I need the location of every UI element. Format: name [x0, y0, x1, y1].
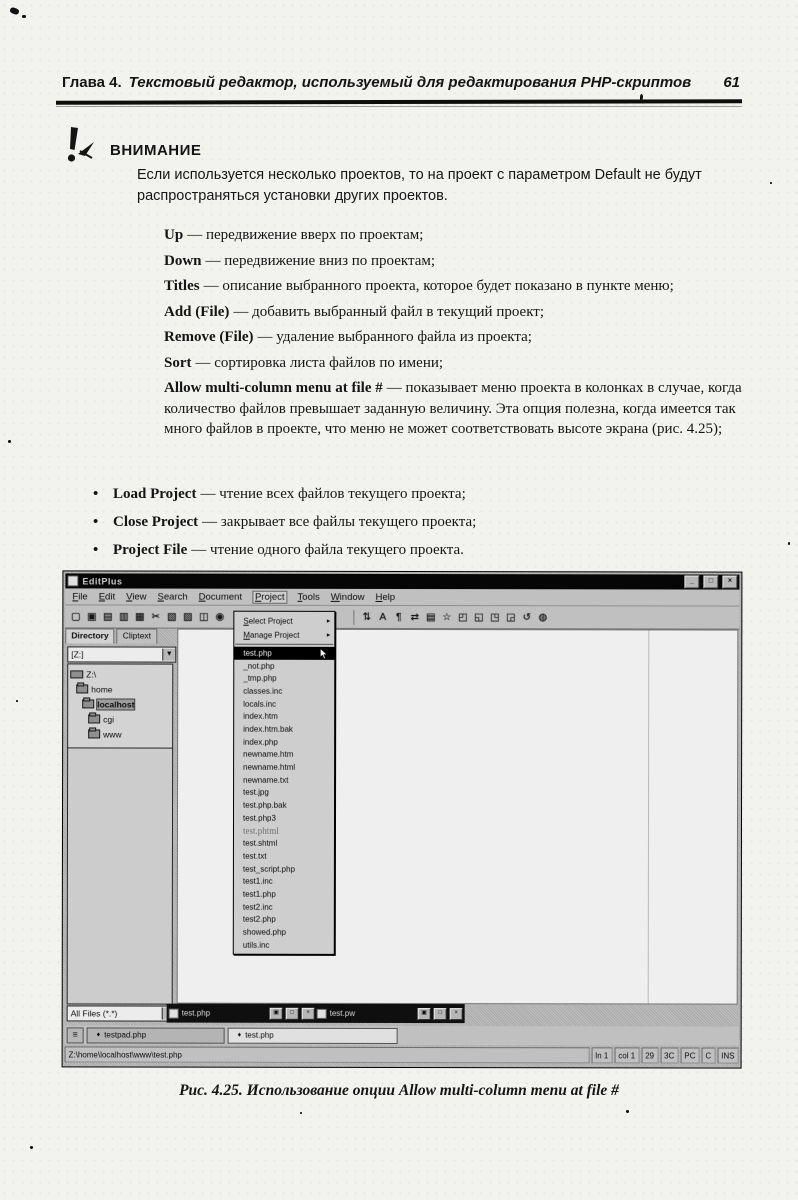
document-icon [317, 1008, 327, 1018]
menu-project[interactable]: Project [254, 591, 285, 603]
app-icon [67, 575, 78, 586]
menu-item-file[interactable]: test.txt [242, 851, 267, 861]
scan-speck [300, 1112, 302, 1114]
definition-item [164, 302, 746, 323]
bullet-text: — чтение всех файлов текущего проекта; [200, 486, 466, 502]
bullet-text: — чтение одного файла текущего проекта. [191, 542, 464, 558]
scan-speck [788, 542, 790, 545]
menu-view[interactable]: View [126, 591, 147, 603]
menu-window[interactable]: Window [330, 591, 365, 603]
minimized-window-title: test.pw [329, 1008, 356, 1018]
cut-icon[interactable]: ✂ [151, 611, 161, 623]
bullet-item [93, 540, 745, 560]
definition-item [164, 225, 746, 246]
folder-icon [88, 714, 100, 723]
status-chars: 29 [641, 1047, 658, 1063]
maximize-button[interactable]: □ [434, 1008, 447, 1020]
open-file-icon[interactable]: ▣ [87, 610, 97, 622]
fullscreen-icon[interactable]: ◲ [506, 611, 516, 623]
filter-value: All Files (*.*) [70, 1008, 118, 1019]
definition-item [164, 327, 746, 348]
definition-text: — добавить выбранный файл в текущий проект; [233, 303, 545, 320]
scan-speck [640, 94, 643, 100]
scan-speck [9, 7, 20, 16]
bullet-text: — закрывает все файлы текущего проекта; [202, 514, 477, 530]
menu-separator [235, 644, 333, 645]
bullet-dot: • [93, 542, 99, 558]
menu-item-file[interactable]: test.php.bak [243, 800, 287, 810]
maximize-button[interactable]: □ [286, 1007, 299, 1019]
menu-item-file[interactable]: test1.inc [242, 876, 273, 886]
bullet-term: Close Project [113, 514, 199, 530]
bullet-dot: • [93, 514, 99, 530]
definition-term: Remove (File) [164, 329, 254, 345]
status-file-path: Z:\home\localhost\www\test.php [65, 1046, 590, 1063]
print-icon[interactable]: ▦ [135, 611, 145, 623]
menu-item-file[interactable]: test2.inc [242, 902, 273, 912]
scan-speck [8, 440, 11, 443]
menu-item-file[interactable]: locals.inc [243, 699, 277, 709]
bullet-list [93, 484, 745, 568]
sort-icon[interactable]: ⇅ [362, 611, 372, 623]
menu-search[interactable]: Search [157, 591, 188, 603]
definition-text: — удаление выбранного файла из проекта; [257, 329, 532, 345]
menu-item-file[interactable]: _tmp.php [243, 673, 277, 683]
folder-icon [76, 684, 88, 693]
definition-text: — сортировка листа файлов по имени; [195, 354, 444, 371]
status-encoding: C [701, 1048, 715, 1064]
doc-tab[interactable]: ♦ test.php [228, 1027, 398, 1043]
status-insert-mode: INS [717, 1048, 738, 1064]
paragraph-icon[interactable]: ¶ [396, 611, 402, 623]
minimized-window-title: test.php [181, 1008, 211, 1018]
page-number: 61 [723, 74, 740, 91]
drive-value: [Z:] [71, 649, 84, 660]
redo-icon[interactable]: ◉ [215, 611, 225, 623]
window-title: EditPlus [82, 575, 123, 587]
minimize-button[interactable]: _ [684, 575, 699, 588]
minimized-window[interactable] [315, 1004, 465, 1023]
submenu-arrow-icon: ▸ [326, 617, 331, 625]
toolbar-right-group [353, 609, 550, 624]
menu-item-file[interactable]: newname.txt [243, 775, 289, 785]
record-icon[interactable]: ◍ [538, 611, 548, 623]
bullet-item [93, 512, 745, 532]
toolbar [65, 604, 739, 629]
copy-icon[interactable]: ▧ [167, 611, 177, 623]
bullet-term: Project File [113, 542, 188, 558]
definition-term: Up [164, 227, 184, 243]
close-button[interactable]: × [722, 576, 737, 589]
menu-item-file[interactable]: test.php3 [242, 813, 276, 823]
status-format: PC [680, 1047, 699, 1063]
save-icon[interactable]: ▤ [103, 610, 113, 622]
scan-speck [626, 1110, 629, 1113]
menu-edit[interactable]: Edit [98, 590, 116, 602]
window-titlebar[interactable] [65, 573, 739, 589]
menu-item-file[interactable]: test.shtml [242, 838, 278, 848]
close-button[interactable]: × [302, 1007, 315, 1019]
toolbar-left-group [68, 609, 227, 624]
page-header [62, 74, 740, 91]
folder-icon [88, 729, 100, 738]
menu-item-file[interactable]: test_script.php [242, 864, 295, 874]
scan-speck [22, 15, 26, 18]
definition-text: — передвижение вверх по проектам; [187, 227, 424, 243]
new-file-icon[interactable]: ▢ [71, 610, 81, 622]
header-rule [56, 99, 742, 104]
scan-speck [30, 1146, 33, 1149]
directory-file-list[interactable] [67, 747, 173, 1004]
menu-help[interactable]: Help [375, 591, 396, 603]
bullet-item [93, 484, 745, 504]
definition-item [164, 353, 746, 374]
menu-item-file[interactable]: classes.inc [243, 686, 283, 696]
file-filter-selector[interactable] [67, 1005, 176, 1021]
menu-item-file[interactable]: newname.html [243, 762, 296, 772]
refresh-icon[interactable]: ↺ [522, 611, 532, 623]
scan-speck [16, 700, 18, 702]
sidebar-tabs [65, 628, 177, 643]
document-edge [648, 630, 650, 1003]
project-menu-dropdown [233, 611, 336, 955]
menu-document[interactable]: Document [198, 591, 242, 603]
menu-item-select-project[interactable]: Select Project ▸ [243, 616, 331, 626]
submenu-arrow-icon: ▸ [326, 631, 331, 639]
status-line: ln 1 [591, 1047, 612, 1063]
restore-button[interactable]: □ [703, 576, 718, 589]
menu-item-file[interactable]: index.php [243, 737, 278, 747]
doc-marker-icon: ♦ [96, 1031, 101, 1039]
word-wrap-icon[interactable]: ⇄ [410, 611, 420, 623]
menu-item-file[interactable]: test.jpg [243, 788, 269, 798]
scan-speck [770, 182, 772, 184]
attention-pen-icon [58, 124, 98, 168]
tile-window-icon[interactable]: ◰ [458, 611, 468, 623]
definition-item [164, 276, 746, 297]
bullet-term: Load Project [113, 486, 197, 502]
doc-tab[interactable]: ♦ testpad.php [87, 1027, 225, 1043]
font-icon[interactable]: A [379, 611, 387, 623]
menu-item-file[interactable]: test1.php [242, 889, 276, 899]
mouse-cursor-icon [319, 648, 328, 660]
definition-item [164, 251, 746, 272]
restore-button[interactable]: ▣ [270, 1007, 283, 1019]
tree-item-home[interactable]: home [68, 681, 172, 696]
list-icon[interactable]: ▤ [426, 611, 436, 623]
close-button[interactable]: × [450, 1008, 463, 1020]
status-bytes: 3C [660, 1047, 678, 1063]
save-all-icon[interactable]: ▥ [119, 611, 129, 623]
tree-item-drive[interactable]: Z:\ [68, 666, 172, 681]
menu-item-file[interactable]: index.htm.bak [243, 724, 293, 734]
menu-bar [65, 588, 739, 605]
favorites-icon[interactable]: ☆ [442, 611, 452, 623]
tree-item-localhost[interactable]: localhost [68, 696, 172, 711]
definition-term: Allow multi-column menu at file # [164, 380, 383, 396]
doc-marker-icon: ♦ [237, 1031, 242, 1039]
folder-icon [82, 699, 94, 708]
attention-text: Если используется несколько проектов, то на проект с параметром Default не будут распространяться установки других проектов. [137, 167, 702, 204]
menu-item-file[interactable]: test.phtml [242, 825, 279, 836]
header-rule-shadow [56, 106, 742, 107]
menu-item-file[interactable]: newname.htm [243, 750, 294, 760]
definition-item [164, 378, 746, 440]
document-tab-bar [65, 1025, 739, 1045]
minimized-window[interactable] [167, 1004, 317, 1023]
bullet-dot: • [93, 486, 99, 502]
definition-text: — описание выбранного проекта, которое будет показано в пункте меню; [203, 278, 674, 294]
window-list-button[interactable]: ≡ [67, 1027, 84, 1043]
chevron-down-icon[interactable]: ▼ [162, 649, 175, 661]
document-icon [169, 1008, 179, 1018]
cascade-window-icon[interactable]: ◱ [474, 611, 484, 623]
status-column: col 1 [614, 1047, 639, 1063]
definition-term: Add (File) [164, 303, 230, 320]
screenshot-editplus-window [62, 570, 743, 1068]
tab-cliptext[interactable]: Cliptext [117, 629, 157, 644]
definition-list [164, 225, 746, 445]
menu-item-file[interactable]: showed.php [242, 927, 286, 937]
undo-icon[interactable]: ◫ [199, 611, 209, 623]
attention-heading: ВНИМАНИЕ [110, 142, 202, 159]
definition-term: Titles [164, 278, 200, 294]
menu-item-file[interactable]: utils.inc [242, 940, 270, 950]
menu-item-file[interactable]: _not.php [243, 661, 275, 671]
menu-file[interactable]: File [72, 590, 88, 602]
definition-text: — показывает меню проекта в колонках в случае, когда количество файлов превышает заданную величину. Эта опция полезна, когда имеется так много файлов в проекте, что меню не может соответствовать высоте экрана (рис. 4.25); [164, 380, 742, 437]
menu-item-file-selected[interactable]: test.php [234, 647, 334, 660]
drive-selector[interactable] [67, 646, 176, 662]
drive-icon [70, 670, 83, 678]
paste-icon[interactable]: ▨ [183, 611, 193, 623]
figure-caption: Рис. 4.25. Использование опции Allow multi-column menu at file # [179, 1082, 619, 1099]
restore-button[interactable]: ▣ [418, 1008, 431, 1020]
tree-item-www[interactable]: www [68, 726, 172, 741]
menu-item-file[interactable]: index.htm [243, 712, 278, 722]
definition-term: Sort [164, 354, 192, 371]
menu-tools[interactable]: Tools [297, 591, 320, 603]
definition-text: — передвижение вниз по проектам; [205, 252, 436, 269]
chapter-title: Текстовый редактор, используемый для редактирования PHP-скриптов [128, 74, 692, 91]
menu-item-file[interactable]: test2.php [242, 915, 276, 925]
tree-item-cgi[interactable]: cgi [68, 711, 172, 726]
split-window-icon[interactable]: ◳ [490, 611, 500, 623]
definition-term: Down [164, 252, 202, 269]
tab-directory[interactable]: Directory [65, 628, 114, 643]
menu-item-manage-project[interactable]: Manage Project ▸ [243, 630, 331, 640]
status-bar [65, 1046, 739, 1063]
chapter-label: Глава 4. [62, 74, 122, 91]
directory-tree [67, 663, 173, 748]
